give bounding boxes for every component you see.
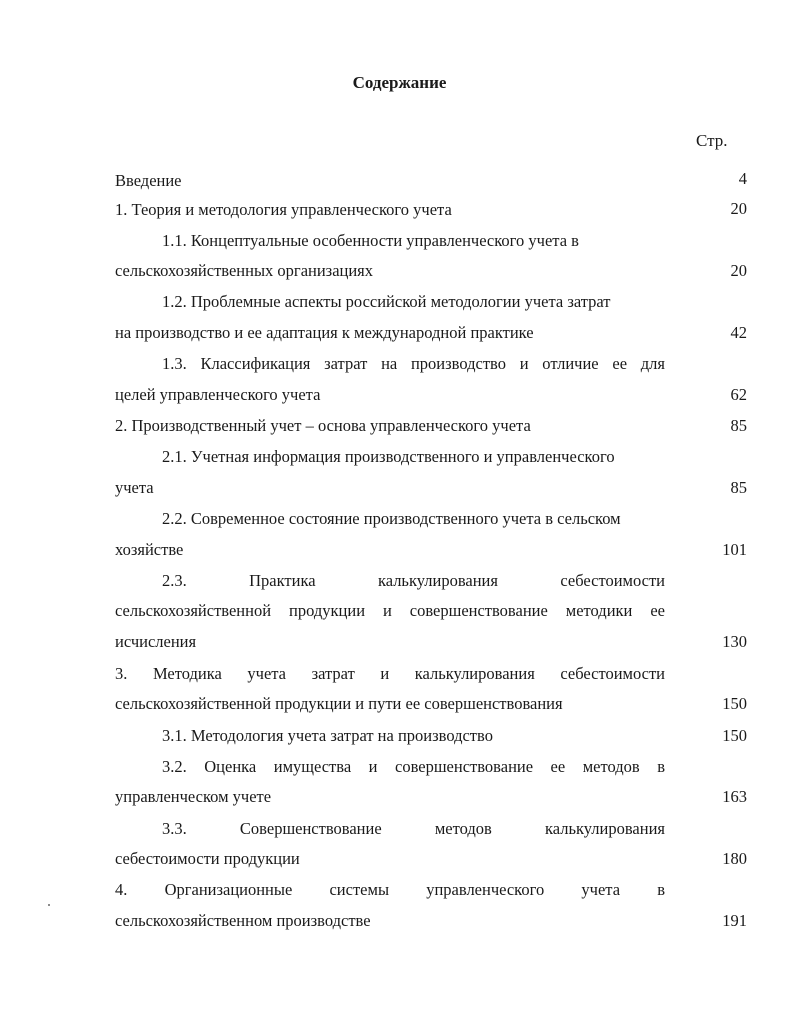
toc-entry-section-1-1-cont[interactable]: сельскохозяйственных организациях [115, 261, 374, 280]
toc-page-number: 150 [722, 726, 747, 745]
toc-entry-section-1-1[interactable]: 1.1. Концептуальные особенности управленческого учета в [162, 231, 579, 250]
toc-entry-section-2-2-cont[interactable]: хозяйстве [115, 540, 184, 559]
toc-page-number: 130 [722, 632, 747, 651]
page-column-label: Стр. [696, 131, 728, 150]
toc-page-number: 180 [722, 849, 747, 868]
toc-heading: Содержание [352, 73, 447, 92]
toc-entry-intro[interactable]: Введение [115, 171, 182, 190]
toc-entry-section-2-2[interactable]: 2.2. Современное состояние производственного учета в сельском [162, 509, 621, 528]
toc-entry-chapter-4[interactable]: 4. Организационные системы управленческого учета в [115, 880, 665, 899]
toc-entry-chapter-4-cont[interactable]: сельскохозяйственном производстве [115, 911, 371, 930]
toc-entry-section-1-2[interactable]: 1.2. Проблемные аспекты российской методологии учета затрат [162, 292, 611, 311]
toc-page-number: 150 [722, 694, 747, 713]
toc-page-number: 85 [730, 416, 747, 435]
toc-page-number: 163 [722, 787, 747, 806]
toc-page-number: 85 [730, 478, 747, 497]
toc-entry-section-3-2[interactable]: 3.2. Оценка имущества и совершенствование ее методов в [162, 757, 665, 776]
toc-entry-section-3-2-cont[interactable]: управленческом учете [115, 787, 272, 806]
toc-entry-section-2-3-cont2[interactable]: исчисления [115, 632, 197, 651]
toc-entry-chapter-2[interactable]: 2. Производственный учет – основа управленческого учета [115, 416, 531, 435]
toc-page-number: 62 [730, 385, 747, 404]
toc-page-number: 42 [730, 323, 747, 342]
toc-entry-section-1-2-cont[interactable]: на производство и ее адаптация к международной практике [115, 323, 534, 342]
toc-page-number: 191 [722, 911, 747, 930]
toc-page-number: 20 [730, 199, 747, 218]
toc-entry-section-2-1-cont[interactable]: учета [115, 478, 154, 497]
toc-entry-section-1-3[interactable]: 1.3. Классификация затрат на производство и отличие ее для [162, 354, 665, 373]
toc-entry-section-3-3-cont[interactable]: себестоимости продукции [115, 849, 300, 868]
toc-page-number: 4 [738, 169, 747, 188]
toc-entry-section-2-3[interactable]: 2.3. Практика калькулирования себестоимости [162, 571, 665, 590]
toc-entry-section-3-3[interactable]: 3.3. Совершенствование методов калькулирования [162, 819, 665, 838]
toc-page-number: 101 [722, 540, 747, 559]
toc-entry-chapter-3[interactable]: 3. Методика учета затрат и калькулирования себестоимости [115, 664, 665, 683]
toc-entry-section-2-1[interactable]: 2.1. Учетная информация производственного и управленческого [162, 447, 615, 466]
toc-entry-chapter-3-cont[interactable]: сельскохозяйственной продукции и пути ее совершенствования [115, 694, 563, 713]
toc-entry-section-2-3-cont[interactable]: сельскохозяйственной продукции и совершенствование методики ее [115, 601, 665, 620]
toc-page-number: 20 [730, 261, 747, 280]
scan-speck [48, 904, 50, 906]
toc-entry-chapter-1[interactable]: 1. Теория и методология управленческого учета [115, 200, 452, 219]
toc-entry-section-3-1[interactable]: 3.1. Методология учета затрат на производство [162, 726, 493, 745]
toc-entry-section-1-3-cont[interactable]: целей управленческого учета [115, 385, 321, 404]
